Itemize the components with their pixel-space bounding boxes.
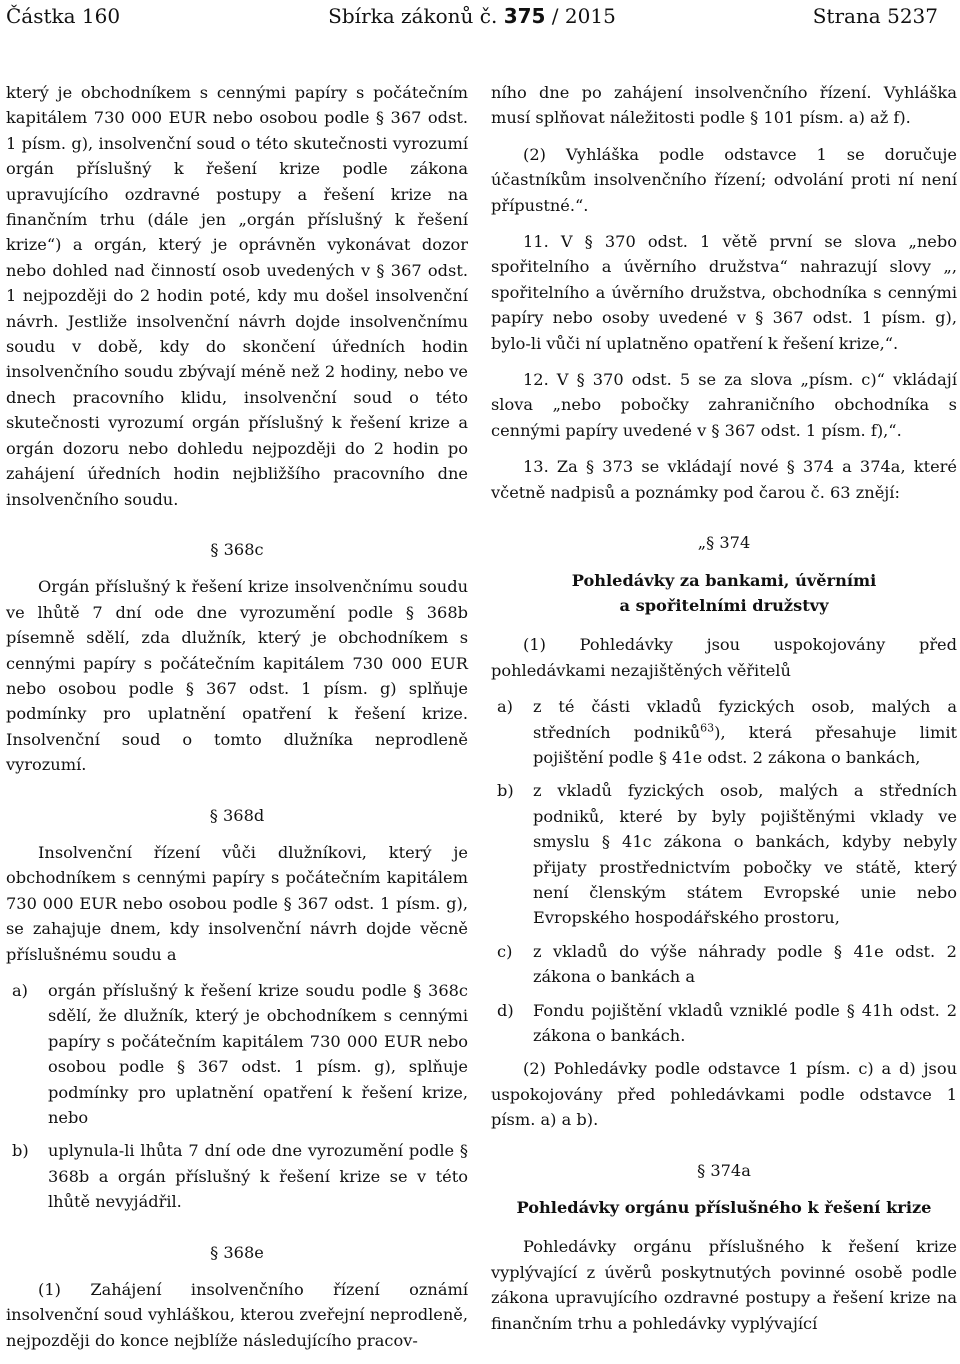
list-item-marker: b) — [497, 781, 514, 801]
list-item-text-part: z té části vkladů fyzických osob, malých a středních podniků — [533, 697, 957, 742]
list-item-marker: c) — [497, 941, 513, 961]
list-item-text — [533, 694, 957, 770]
header-part: Částka 160 — [6, 4, 121, 28]
section-number: § 374a — [697, 1160, 751, 1180]
list-item-marker: a) — [497, 697, 513, 717]
list-item — [491, 694, 957, 770]
section-number: § 368c — [210, 539, 264, 559]
list-item-text: z vkladů fyzických osob, malých a středních podniků, které by byly pojištěnými vklady ve smyslu § 41c zákona o bankách, kdyby nebyly přijaty prostřednictvím pobočky ve státě, který není členským státem Evropské unie nebo Evropského hospodářského prostoru, — [533, 781, 957, 928]
list-item-text: z vkladů do výše náhrady podle § 41e odst. 2 zákona o bankách a — [533, 941, 957, 987]
header-collection-prefix: Sbírka zákonů č. — [328, 4, 504, 28]
section-heading: Pohledávky orgánu příslušného k řešení krize — [516, 1198, 932, 1218]
left-column — [6, 80, 468, 1364]
footnote-reference: 63 — [700, 721, 715, 735]
list-item-marker: a) — [12, 981, 28, 1000]
list-item — [491, 778, 957, 930]
paragraph: který je obchodníkem s cennými papíry s počátečním kapitálem 730 000 EUR nebo osobou podle § 367 odst. 1 písm. g), insolvenční soud o této skutečnosti vyrozumí orgán příslušný k řešení krize podle zákona upravujícího ozdravné postupy a řešení krize na finančním trhu (dále jen „orgán příslušný k řešení krize“) a orgán, který je oprávněn vykonávat dozor nebo dohled nad činností osob uvedených v § 367 odst. 1 nejpozději do 2 hodin poté, kdy mu došel insolvenční návrh. Jestliže insolvenční návrh dojde insolvenčnímu soudu v době, kdy do skončení úředních hodin insolvenčního soudu zbývají méně než 2 hodiny, nebo ve dnech pracovního klidu, insolvenční soud o této skutečnosti vyrozumí orgán příslušný k řešení krize a orgán dozoru nebo dohledu nejpozději do 2 hodin po zahájení úředních hodin nejbližšího pracovního dne insolvenčního soudu. — [6, 83, 468, 509]
section-number: § 368e — [210, 1242, 264, 1262]
list-item — [491, 939, 957, 990]
section-number: § 368d — [209, 805, 265, 825]
list-item-marker: d) — [497, 1000, 514, 1020]
section-heading-line: Pohledávky za bankami, úvěrními — [571, 570, 877, 590]
section-heading — [491, 568, 957, 619]
paragraph: (1) Pohledávky jsou uspokojovány před pohledávkami nezajištěných věřitelů — [491, 635, 957, 680]
paragraph: Pohledávky orgánu příslušného k řešení krize vyplývající z úvěrů poskytnutých povinné osobě podle zákona upravujícího ozdravné postupy a řešení krize na finančním trhu a pohledávky vyplývající — [491, 1237, 957, 1333]
header-page-number: Strana 5237 — [812, 4, 938, 28]
paragraph: Orgán příslušný k řešení krize insolvenčnímu soudu ve lhůtě 7 dní ode dne vyrozumění podle § 368b písemně sdělí, zda dlužník, který je obchodníkem s cennými papíry s počátečním kapitálem 730 000 EUR nebo osobou podle § 367 odst. 1 písm. g) splňuje podmínky pro uplatnění opatření k řešení krize. Insolvenční soud o tomto dlužníka neprodleně vyrozumí. — [6, 577, 468, 775]
section-number: „§ 374 — [697, 533, 751, 553]
header-collection-year: / 2015 — [545, 4, 616, 28]
right-column — [491, 80, 957, 1347]
list-item — [491, 998, 957, 1049]
section-heading-line: a spořitelními družstvy — [619, 595, 829, 615]
amendment-point: 12. V § 370 odst. 5 se za slova „písm. c)“ vkládají slova „nebo pobočky zahraničního obchodníka s cennými papíry uvedené v § 367 odst. 1 písm. f),“. — [491, 370, 957, 440]
paragraph: (1) Zahájení insolvenčního řízení oznámí insolvenční soud vyhláškou, kterou zveřejní neprodleně, nejpozději do konce nejblíže následujícího pracov- — [6, 1280, 468, 1350]
header-collection-number: 375 — [503, 4, 546, 28]
list-item — [6, 1138, 468, 1214]
amendment-point: 13. Za § 373 se vkládají nové § 374 a 374a, které včetně nadpisů a poznámky pod čarou č. 63 znějí: — [491, 457, 957, 502]
list-item-marker: b) — [12, 1141, 29, 1161]
list-item-text-part: ), která přesahuje limit pojištění podle § 41e odst. 2 zákona o bankách, — [533, 722, 958, 767]
amendment-point: 11. V § 370 odst. 1 větě první se slova „nebo spořitelního a úvěrního družstva“ nahrazují slovy „, spořitelního a úvěrního družstva, obchodníka s cennými papíry nebo osoby uvedené v § 367 odst. 1 písm. g), bylo-li vůči ní uplatněno opatření k řešení krize,“. — [491, 232, 957, 353]
list-item-text: Fondu pojištění vkladů vzniklé podle § 41h odst. 2 zákona o bankách. — [533, 1000, 957, 1045]
list-item-text: orgán příslušný k řešení krize soudu podle § 368c sdělí, že dlužník, který je obchodníkem s cennými papíry s počátečním kapitálem 730 000 EUR nebo osobou podle § 367 odst. 1 písm. g), splňuje podmínky pro uplatnění opatření k řešení krize, nebo — [48, 981, 468, 1128]
list-item-text: uplynula-li lhůta 7 dní ode dne vyrozumění podle § 368b a orgán příslušný k řešení krize se v této lhůtě nevyjádřil. — [48, 1141, 468, 1212]
paragraph: ního dne po zahájení insolvenčního řízení. Vyhláška musí splňovat náležitosti podle § 101 písm. a) až f). — [491, 83, 957, 128]
paragraph: (2) Pohledávky podle odstavce 1 písm. c) a d) jsou uspokojovány před pohledávkami podle odstavce 1 písm. a) a b). — [491, 1059, 957, 1130]
page-header — [6, 4, 938, 28]
paragraph: Insolvenční řízení vůči dlužníkovi, který je obchodníkem s cennými papíry s počátečním kapitálem 730 000 EUR nebo osobou podle § 367 odst. 1 písm. g), se zahajuje dnem, kdy insolvenční návrh dojde věcně příslušnému soudu a — [6, 842, 468, 964]
list-item — [6, 978, 468, 1130]
paragraph: (2) Vyhláška podle odstavce 1 se doručuje účastníkům insolvenčního řízení; odvolání proti ní není přípustné.“. — [491, 144, 957, 215]
header-collection — [6, 4, 938, 28]
